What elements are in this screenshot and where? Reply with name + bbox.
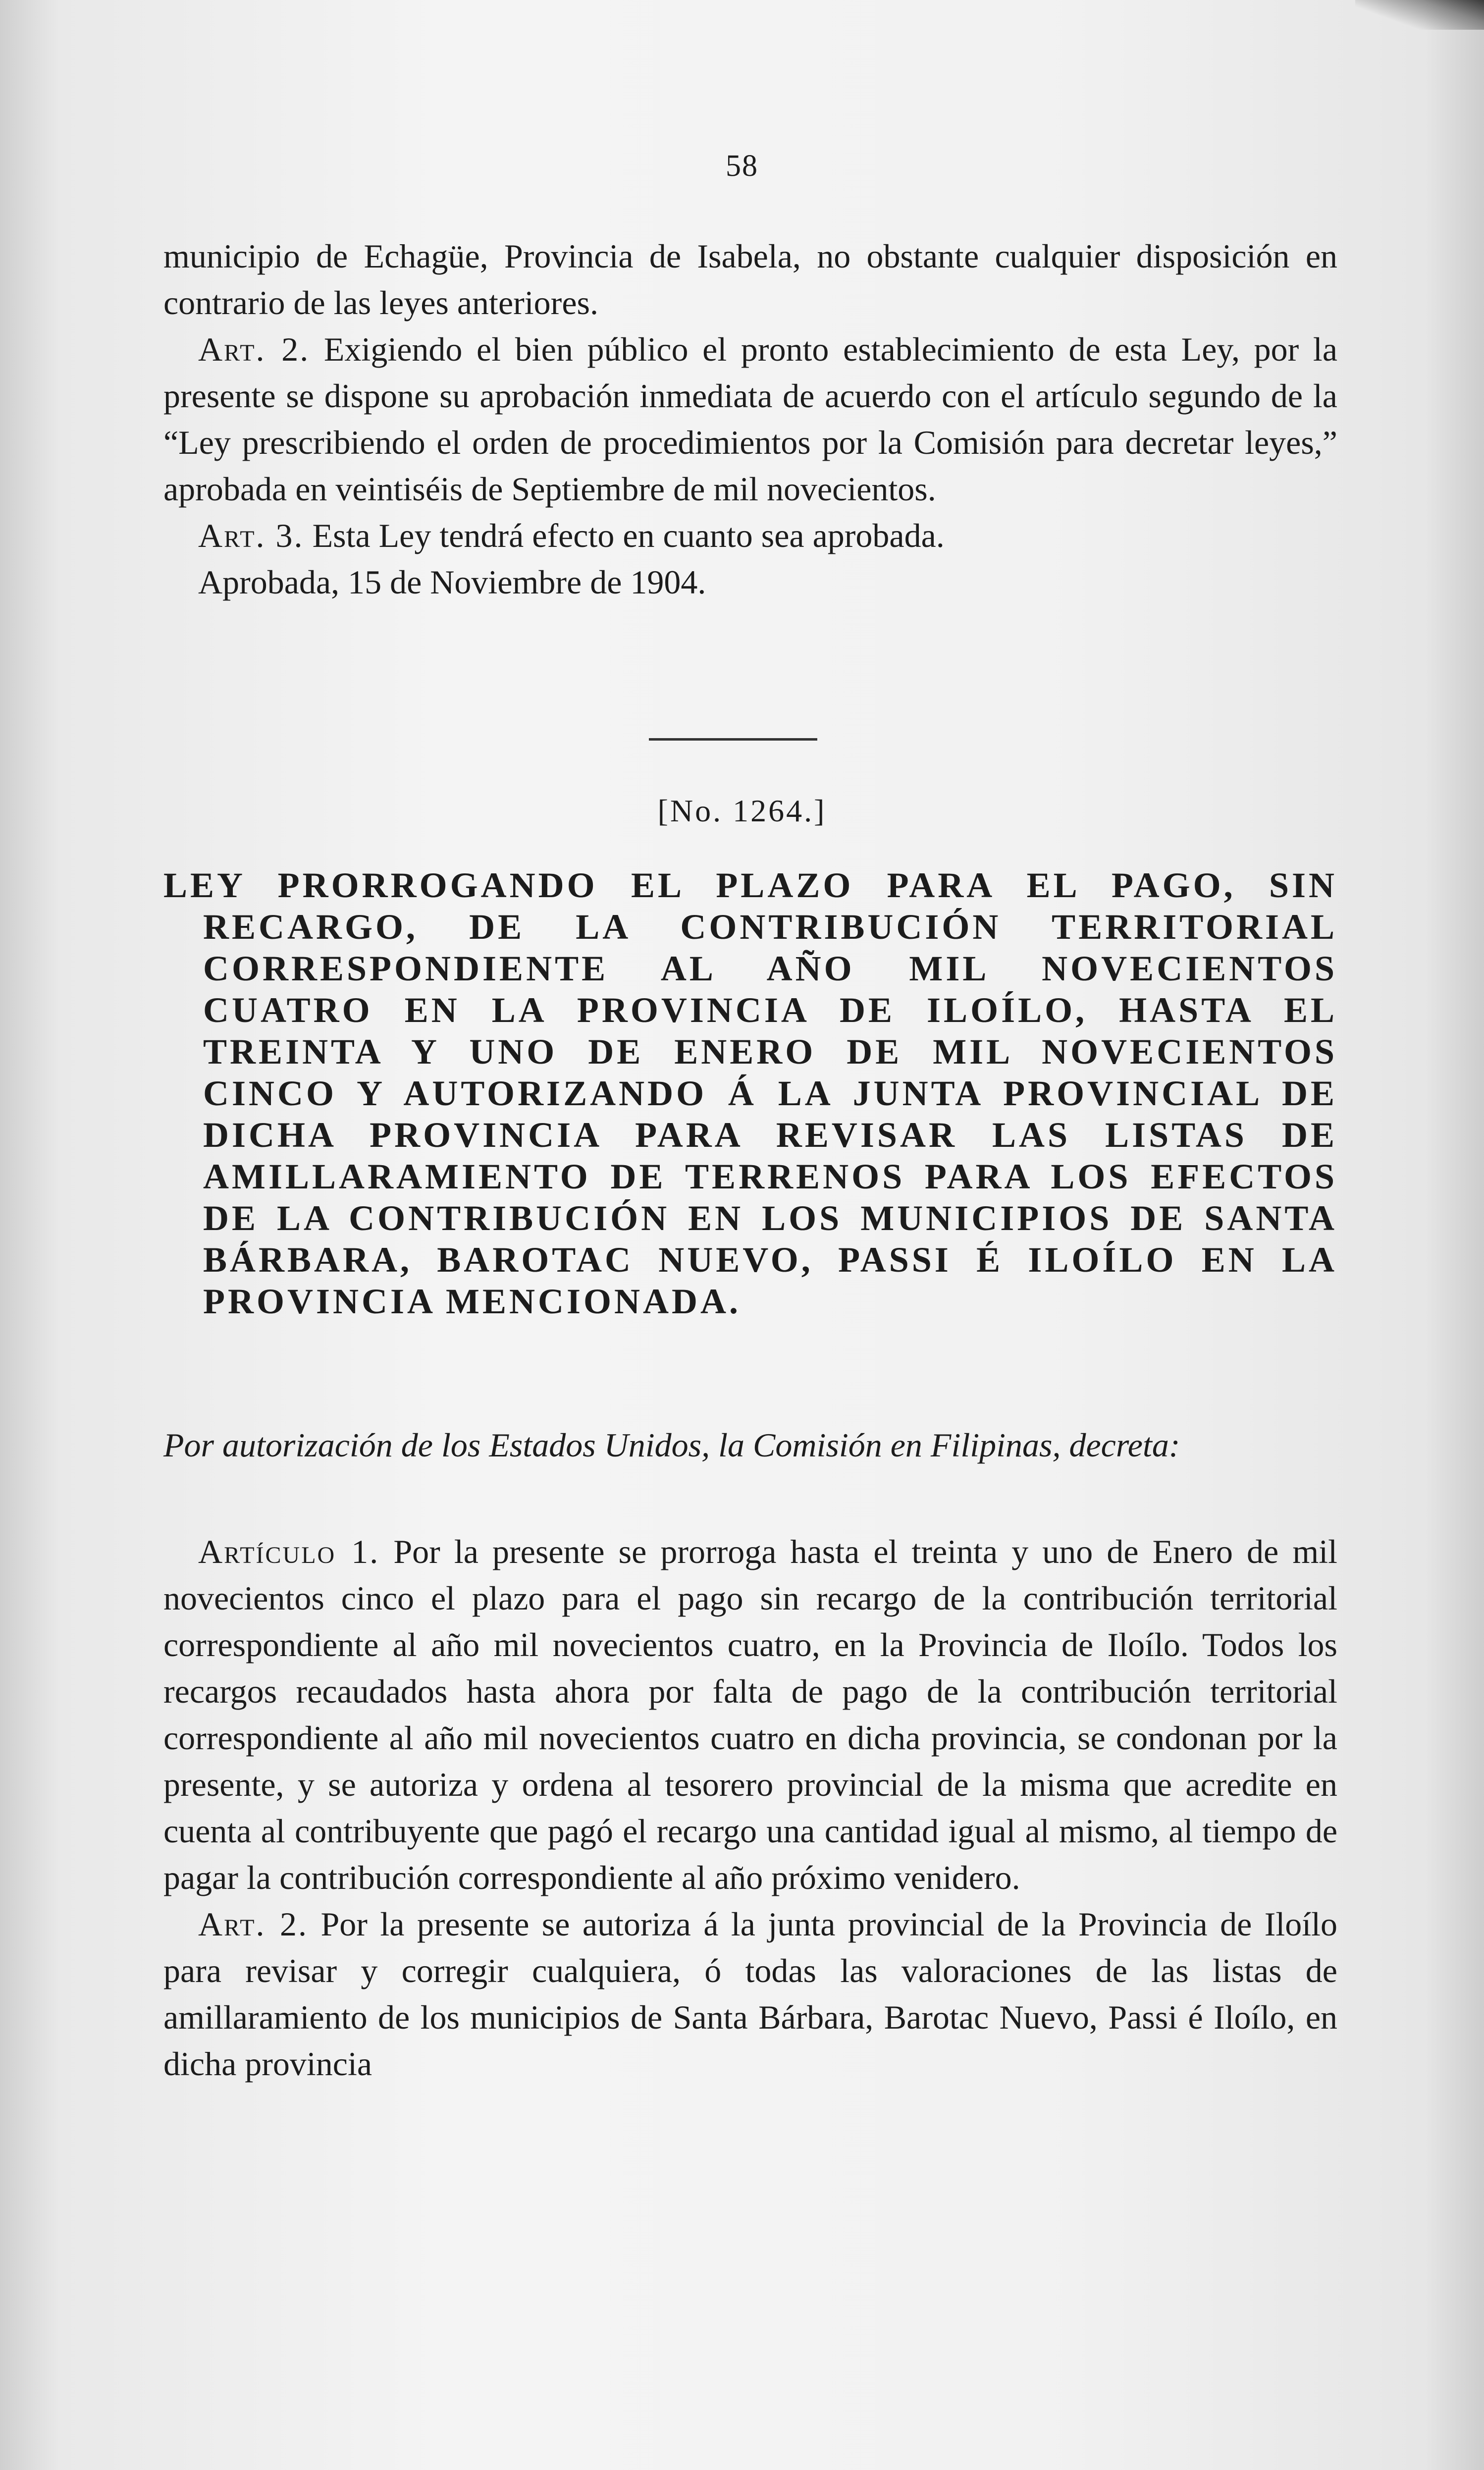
law-title [163, 864, 1337, 1322]
article-label: Art. 2. [198, 330, 310, 368]
page-corner-shadow [1355, 0, 1484, 30]
article-label: Art. 3. [198, 517, 304, 554]
previous-law-ending [163, 233, 1337, 605]
article-text: Esta Ley tendrá efecto en cuanto sea aprobada. [312, 517, 945, 554]
section-divider [649, 738, 817, 741]
enacting-clause: Por autorización de los Estados Unidos, la Comisión en Filipinas, decreta: [163, 1426, 1180, 1464]
law-title-text: LEY PRORROGANDO EL PLAZO PARA EL PAGO, SIN RECARGO, DE LA CONTRIBUCIÓN TERRITORIAL CORRESPONDIENTE AL AÑO MIL NOVECIENTOS CUATRO EN LA PROVINCIA DE ILOÍLO, HASTA EL TREINTA Y UNO DE ENERO DE MIL NOVECIENTOS CINCO Y AUTORIZANDO Á LA JUNTA PROVINCIAL DE DICHA PROVINCIA PARA REVISAR LAS LISTAS DE AMILLARAMIENTO DE TERRENOS PARA LOS EFECTOS DE LA CONTRIBUCIÓN EN LOS MUNICIPIOS DE SANTA BÁRBARA, BAROTAC NUEVO, PASSI É ILOÍLO EN LA PROVINCIA MENCIONADA. [163, 865, 1337, 1321]
article-2-paragraph [163, 1901, 1337, 2087]
new-law-body [163, 1528, 1337, 2087]
article-3-paragraph [163, 512, 1337, 559]
article-text: Por la presente se prorroga hasta el treinta y uno de Enero de mil novecientos cinco el plazo para el pago sin recargo de la contribución territorial correspondiente al año mil novecientos cuatro, en la Provincia de Iloílo. Todos los recargos recaudados hasta ahora por falta de pago de la contribución territorial correspondiente al año mil novecientos cuatro en dicha provincia, se condonan por la presente, y se autoriza y ordena al tesorero provincial de la misma que acredite en cuenta al contribuyente que pagó el recargo una cantidad igual al mismo, al tiempo de pagar la contribución correspondiente al año próximo venidero. [163, 1533, 1337, 1896]
law-number: [No. 1264.] [657, 793, 827, 828]
article-text: Por la presente se autoriza á la junta provincial de la Provincia de Iloílo para revisar y corregir cualquiera, ó todas las valoraciones de las listas de amillaramiento de los municipios de Santa Bárbara, Barotac Nuevo, Passi é Iloílo, en dicha provincia [163, 1905, 1338, 2083]
article-label: Artículo 1. [198, 1533, 380, 1570]
article-2-paragraph [163, 326, 1337, 512]
approval-date: Aprobada, 15 de Noviembre de 1904. [198, 563, 706, 601]
page-number: 58 [726, 149, 758, 183]
article-label: Art. 2. [198, 1905, 308, 1943]
article-1-paragraph [163, 1528, 1337, 1901]
article-text: Exigiendo el bien público el pronto establecimiento de esta Ley, por la presente se dispone su aprobación inmediata de acuerdo con el artículo segundo de la “Ley prescribiendo el orden de procedimientos por la Comisión para decretar leyes,” aprobada en veintiséis de Septiembre de mil novecientos. [163, 330, 1338, 508]
continuation-paragraph: municipio de Echagüe, Provincia de Isabela, no obstante cualquier disposición en contrario de las leyes anteriores. [163, 237, 1337, 322]
